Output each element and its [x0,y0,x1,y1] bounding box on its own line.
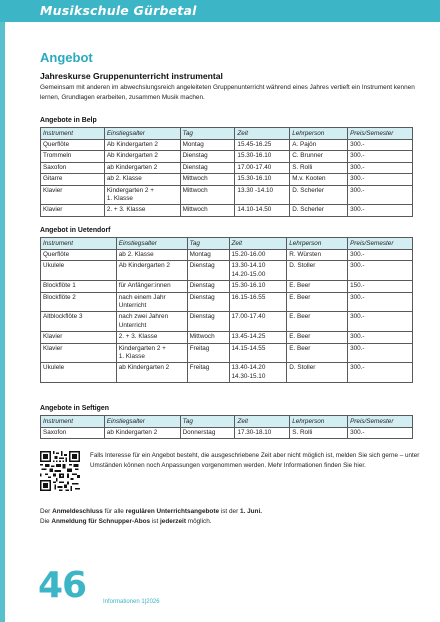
table-cell: für Anfänger:innen [116,281,187,292]
table-cell: Mittwoch [180,205,235,216]
table-cell: D. Stoller [287,261,348,281]
table-row [41,312,413,332]
table-row [41,261,413,281]
column-header: Tag [180,416,235,428]
table-cell: S. Rolli [290,162,348,173]
table-cell: Ukulele [41,261,117,281]
table-row [41,174,413,185]
table-cell: 300.- [348,174,413,185]
table-cell: 300.- [348,185,413,205]
table-cell: 300.- [348,292,413,312]
table-cell: ab Kindergarten 2 [116,363,187,383]
column-header: Tag [180,128,235,140]
table-cell: 13.30 -14.10 [235,185,290,205]
table-cell: Mittwoch [180,174,235,185]
table-cell: 300.- [348,343,413,363]
table-cell: Ab Kindergarten 2 [104,140,180,151]
table-cell: 300.- [348,332,413,343]
deadline-line-1: Der Anmeldeschluss für alle regulären Unterrichtsangebote ist der 1. Juni. [40,508,263,515]
table-cell: D. Scherler [290,205,348,216]
table-cell: 300.- [348,363,413,383]
table-row [41,332,413,343]
section-heading-uetendorf: Angebot in Uetendorf [40,227,111,234]
table-row [41,205,413,216]
column-header: Instrument [41,416,105,428]
table-cell: Klavier [41,343,117,363]
table-cell: S. Rolli [290,428,348,439]
table-cell: E. Beer [287,281,348,292]
table-header-row [41,416,413,428]
table-cell: ab 2. Klasse [104,174,180,185]
table-seftigen [40,415,413,439]
table-cell: E. Beer [287,343,348,363]
column-header: Zeit [229,238,287,250]
table-cell: M.v. Kooten [290,174,348,185]
table-cell: 150.- [348,281,413,292]
table-cell: Querflöte [41,250,117,261]
table-cell: A. Pajön [290,140,348,151]
intro-paragraph: Gemeinsam mit anderen im abwechslungsreich angeleiteten Gruppenunterricht während eines Jahres vertieft ein Instrument kennen lernen, Grundlagen erarbeiten, zusammen Musik machen. [40,84,415,101]
table-cell: 13.40-14.20 14.30-15.10 [229,363,287,383]
table-cell: 2. + 3. Klasse [104,205,180,216]
table-cell: 16.15-16.55 [229,292,287,312]
table-cell: 300.- [348,162,413,173]
table-header-row [41,128,413,140]
table-cell: Dienstag [180,151,235,162]
column-header: Zeit [235,416,290,428]
table-cell: Dienstag [187,261,229,281]
publication-label: Informationen 1|2026 [103,599,160,605]
table-header-row [41,238,413,250]
table-cell: 14.10-14.50 [235,205,290,216]
table-cell: Ab Kindergarten 2 [104,151,180,162]
page-number: 46 [38,565,87,606]
table-cell: Dienstag [187,292,229,312]
column-header: Tag [187,238,229,250]
table-cell: Saxofon [41,428,105,439]
table-cell: E. Beer [287,312,348,332]
table-cell: Klavier [41,185,105,205]
table-cell: 13.45-14.25 [229,332,287,343]
deadline-info [40,507,420,527]
column-header: Lehrperson [290,128,348,140]
column-header: Einstiegsalter [116,238,187,250]
table-cell: Kindergarten 2 + 1. Klasse [104,185,180,205]
table-row [41,250,413,261]
table-cell: D. Stoller [287,363,348,383]
table-cell: 300.- [348,428,413,439]
accent-bar [0,22,5,622]
table-cell: Klavier [41,205,105,216]
table-cell: Dienstag [187,281,229,292]
table-cell: nach einem Jahr Unterricht [116,292,187,312]
table-cell: Saxofon [41,162,105,173]
deadline-line-2: Die Anmeldung für Schnupper-Abos ist jederzeit möglich. [40,518,212,525]
column-header: Zeit [235,128,290,140]
table-cell: Blockflöte 2 [41,292,117,312]
table-cell: 300.- [348,140,413,151]
table-cell: E. Beer [287,332,348,343]
column-header: Lehrperson [290,416,348,428]
table-cell: Ab Kindergarten 2 [116,261,187,281]
header-banner [0,0,440,22]
table-cell: 15.30-16.10 [235,174,290,185]
section-heading-seftigen: Angebote in Seftigen [40,405,109,412]
table-cell: 15.30-16.10 [235,151,290,162]
table-cell: C. Brunner [290,151,348,162]
column-header: Instrument [41,128,105,140]
table-cell: Trommeln [41,151,105,162]
table-cell: Ukulele [41,363,117,383]
table-cell: 13.30-14.10 14.20-15.00 [229,261,287,281]
qr-code-icon[interactable] [40,451,80,491]
table-cell: ab 2. Klasse [116,250,187,261]
table-cell: Donnerstag [180,428,235,439]
table-cell: Mittwoch [187,332,229,343]
table-row [41,428,413,439]
interest-note: Falls Interesse für ein Angebot besteht, die ausgeschriebene Zeit aber nicht möglich ist, melden Sie sich gerne – unter Umständen können noch Anpassungen vorgenommen werden. Mehr Informationen finden Sie hier. [90,452,420,469]
column-header: Preis/Semester [348,128,413,140]
table-cell: ab Kindergarten 2 [104,428,180,439]
school-name: Musikschule Gürbetal [40,3,197,18]
column-header: Einstiegsalter [104,128,180,140]
table-cell: Freitag [187,343,229,363]
table-row [41,140,413,151]
column-header: Preis/Semester [348,416,413,428]
table-cell: Altblockflöte 3 [41,312,117,332]
table-cell: ab Kindergarten 2 [104,162,180,173]
table-cell: Montag [180,140,235,151]
table-cell: 300.- [348,250,413,261]
table-cell: Querflöte [41,140,105,151]
table-cell: E. Beer [287,292,348,312]
table-cell: Montag [187,250,229,261]
table-cell: Klavier [41,332,117,343]
table-row [41,363,413,383]
table-cell: 14.15-14.55 [229,343,287,363]
column-header: Lehrperson [287,238,348,250]
table-cell: R. Würsten [287,250,348,261]
column-header: Instrument [41,238,117,250]
table-cell: 300.- [348,261,413,281]
page-title: Angebot [40,50,93,65]
table-cell: Mittwoch [180,185,235,205]
table-cell: Gitarre [41,174,105,185]
table-row [41,292,413,312]
table-cell: 300.- [348,151,413,162]
table-cell: Kindergarten 2 + 1. Klasse [116,343,187,363]
table-cell: 15.30-16.10 [229,281,287,292]
table-cell: nach zwei Jahren Unterricht [116,312,187,332]
table-cell: 17.00-17.40 [235,162,290,173]
table-row [41,162,413,173]
table-cell: Dienstag [180,162,235,173]
table-cell: Freitag [187,363,229,383]
table-cell: 17.00-17.40 [229,312,287,332]
table-row [41,281,413,292]
table-cell: 300.- [348,312,413,332]
table-cell: 300.- [348,205,413,216]
table-cell: D. Scherler [290,185,348,205]
table-cell: 15.20-16.00 [229,250,287,261]
section-heading-belp: Angebote in Belp [40,117,97,124]
page-subtitle: Jahreskurse Gruppenunterricht instrumental [40,71,223,81]
table-row [41,185,413,205]
table-row [41,343,413,363]
column-header: Einstiegsalter [104,416,180,428]
table-cell: 2. + 3. Klasse [116,332,187,343]
table-cell: Blockflöte 1 [41,281,117,292]
table-cell: 15.45-16.25 [235,140,290,151]
column-header: Preis/Semester [348,238,413,250]
table-belp [40,127,413,217]
table-cell: 17.30-18.10 [235,428,290,439]
table-cell: Dienstag [187,312,229,332]
table-uetendorf [40,237,413,383]
table-row [41,151,413,162]
